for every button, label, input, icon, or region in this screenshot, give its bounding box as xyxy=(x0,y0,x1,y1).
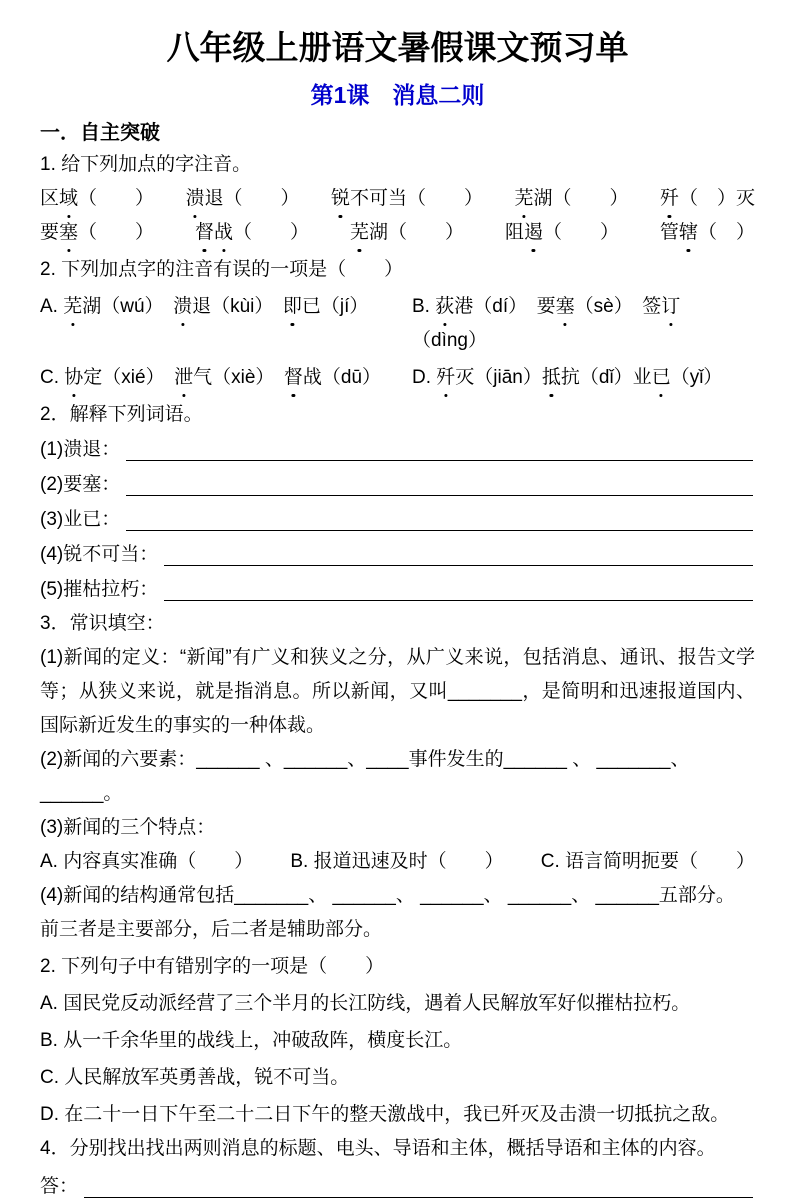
answer-blank xyxy=(84,1169,753,1198)
answer-blank xyxy=(126,502,753,531)
q2c-option-d: D. 在二十一日下午至二十二日下午的整天激战中，我已歼灭及击溃一切抵抗之敌。 xyxy=(40,1104,730,1125)
q2c-option-a: A. 国民党反动派经营了三个半月的长江防线，遇着人民解放军好似摧枯拉朽。 xyxy=(40,993,691,1014)
q1-item: 阻遏（ ） xyxy=(505,216,619,250)
q1-pinyin-row-1 xyxy=(40,182,755,216)
answer-blank xyxy=(126,467,753,496)
definition-row xyxy=(40,432,755,467)
definition-row xyxy=(40,572,755,607)
q3-six-elements: (2)新闻的六要素：______ 、______、____事件发生的______ 、 _______、______。 xyxy=(40,749,690,804)
answer-blank xyxy=(164,537,753,566)
definition-label: (5)摧枯拉朽： xyxy=(40,579,159,600)
q3-features-options xyxy=(40,845,755,879)
definition-label: (1)溃退： xyxy=(40,439,121,460)
q3-features-label: (3)新闻的三个特点： xyxy=(40,817,216,838)
q2-stem: 2. 下列加点字的注音有误的一项是（ ） xyxy=(40,259,404,280)
q2-option-c: C. 协定（xié） 泄气（xiè） 督战（dū） xyxy=(40,361,412,395)
definition-label: (2)要塞： xyxy=(40,474,121,495)
q2c-stem: 2. 下列句子中有错别字的一项是（ ） xyxy=(40,956,385,977)
q1-pinyin-row-2 xyxy=(40,216,755,250)
definition-row xyxy=(40,537,755,572)
answer-blank xyxy=(126,432,753,461)
definition-label: (3)业已： xyxy=(40,509,121,530)
q2b-stem: 2．解释下列词语。 xyxy=(40,404,203,425)
q3-feature-a: A. 内容真实准确（ ） xyxy=(40,851,254,872)
q3-definition-paragraph: (1)新闻的定义：“新闻”有广义和狭义之分，从广义来说，包括消息、通讯、报告文学等；从狭义来说，就是指消息。所以新闻，又叫_______，是简明和迅速报道国内、国际新近发生的事实的一种体裁。 xyxy=(40,647,755,736)
page-title: 八年级上册语文暑假课文预习单 xyxy=(166,29,629,66)
definition-row xyxy=(40,502,755,537)
q1-item: 区域（ ） xyxy=(40,182,154,216)
q3-stem: 3．常识填空： xyxy=(40,613,165,634)
definition-row xyxy=(40,467,755,502)
q3-structure-note: 前三者是主要部分，后二者是辅助部分。 xyxy=(40,919,383,940)
lesson-subtitle: 第1课 消息二则 xyxy=(310,82,485,108)
answer-blank xyxy=(164,572,753,601)
q1-item: 要塞（ ） xyxy=(40,216,154,250)
q2-option-d: D. 歼灭（jiān）抵抗（dǐ）业已（yǐ） xyxy=(412,361,755,395)
q2c-option-b: B. 从一千余华里的战线上，冲破敌阵，横度长江。 xyxy=(40,1030,463,1051)
section-heading: 一．自主突破 xyxy=(40,122,160,144)
q1-item: 芜湖（ ） xyxy=(350,216,464,250)
q3-structure: (4)新闻的结构通常包括_______、 ______、 ______、 ______、 ______五部分。 xyxy=(40,885,735,906)
q2c-option-c: C. 人民解放军英勇善战，锐不可当。 xyxy=(40,1067,350,1088)
q1-item: 溃退（ ） xyxy=(186,182,300,216)
q2-options-row-2 xyxy=(40,361,755,395)
q3-feature-b: B. 报道迅速及时（ ） xyxy=(290,851,504,872)
q2-options-row-1 xyxy=(40,290,755,358)
q1-item: 督战（ ） xyxy=(195,216,309,250)
q4-answer-row xyxy=(40,1169,755,1204)
q1-item: 芜湖（ ） xyxy=(514,182,628,216)
q2-option-b: B. 荻港（dí） 要塞（sè） 签订（dìng） xyxy=(412,290,755,358)
q2-option-a: A. 芜湖（wú） 溃退（kùi） 即已（jí） xyxy=(40,290,412,358)
q1-stem: 1. 给下列加点的字注音。 xyxy=(40,154,252,175)
q3-feature-c: C. 语言简明扼要（ ） xyxy=(540,851,755,872)
q4-answer-label: 答： xyxy=(40,1176,79,1197)
q1-item: 管辖（ ） xyxy=(660,216,755,250)
q1-item: 歼（ ）灭 xyxy=(660,182,755,216)
q1-item: 锐不可当（ ） xyxy=(331,182,483,216)
definition-label: (4)锐不可当： xyxy=(40,544,159,565)
q4-stem: 4．分别找出找出两则消息的标题、电头、导语和主体，概括导语和主体的内容。 xyxy=(40,1138,716,1159)
